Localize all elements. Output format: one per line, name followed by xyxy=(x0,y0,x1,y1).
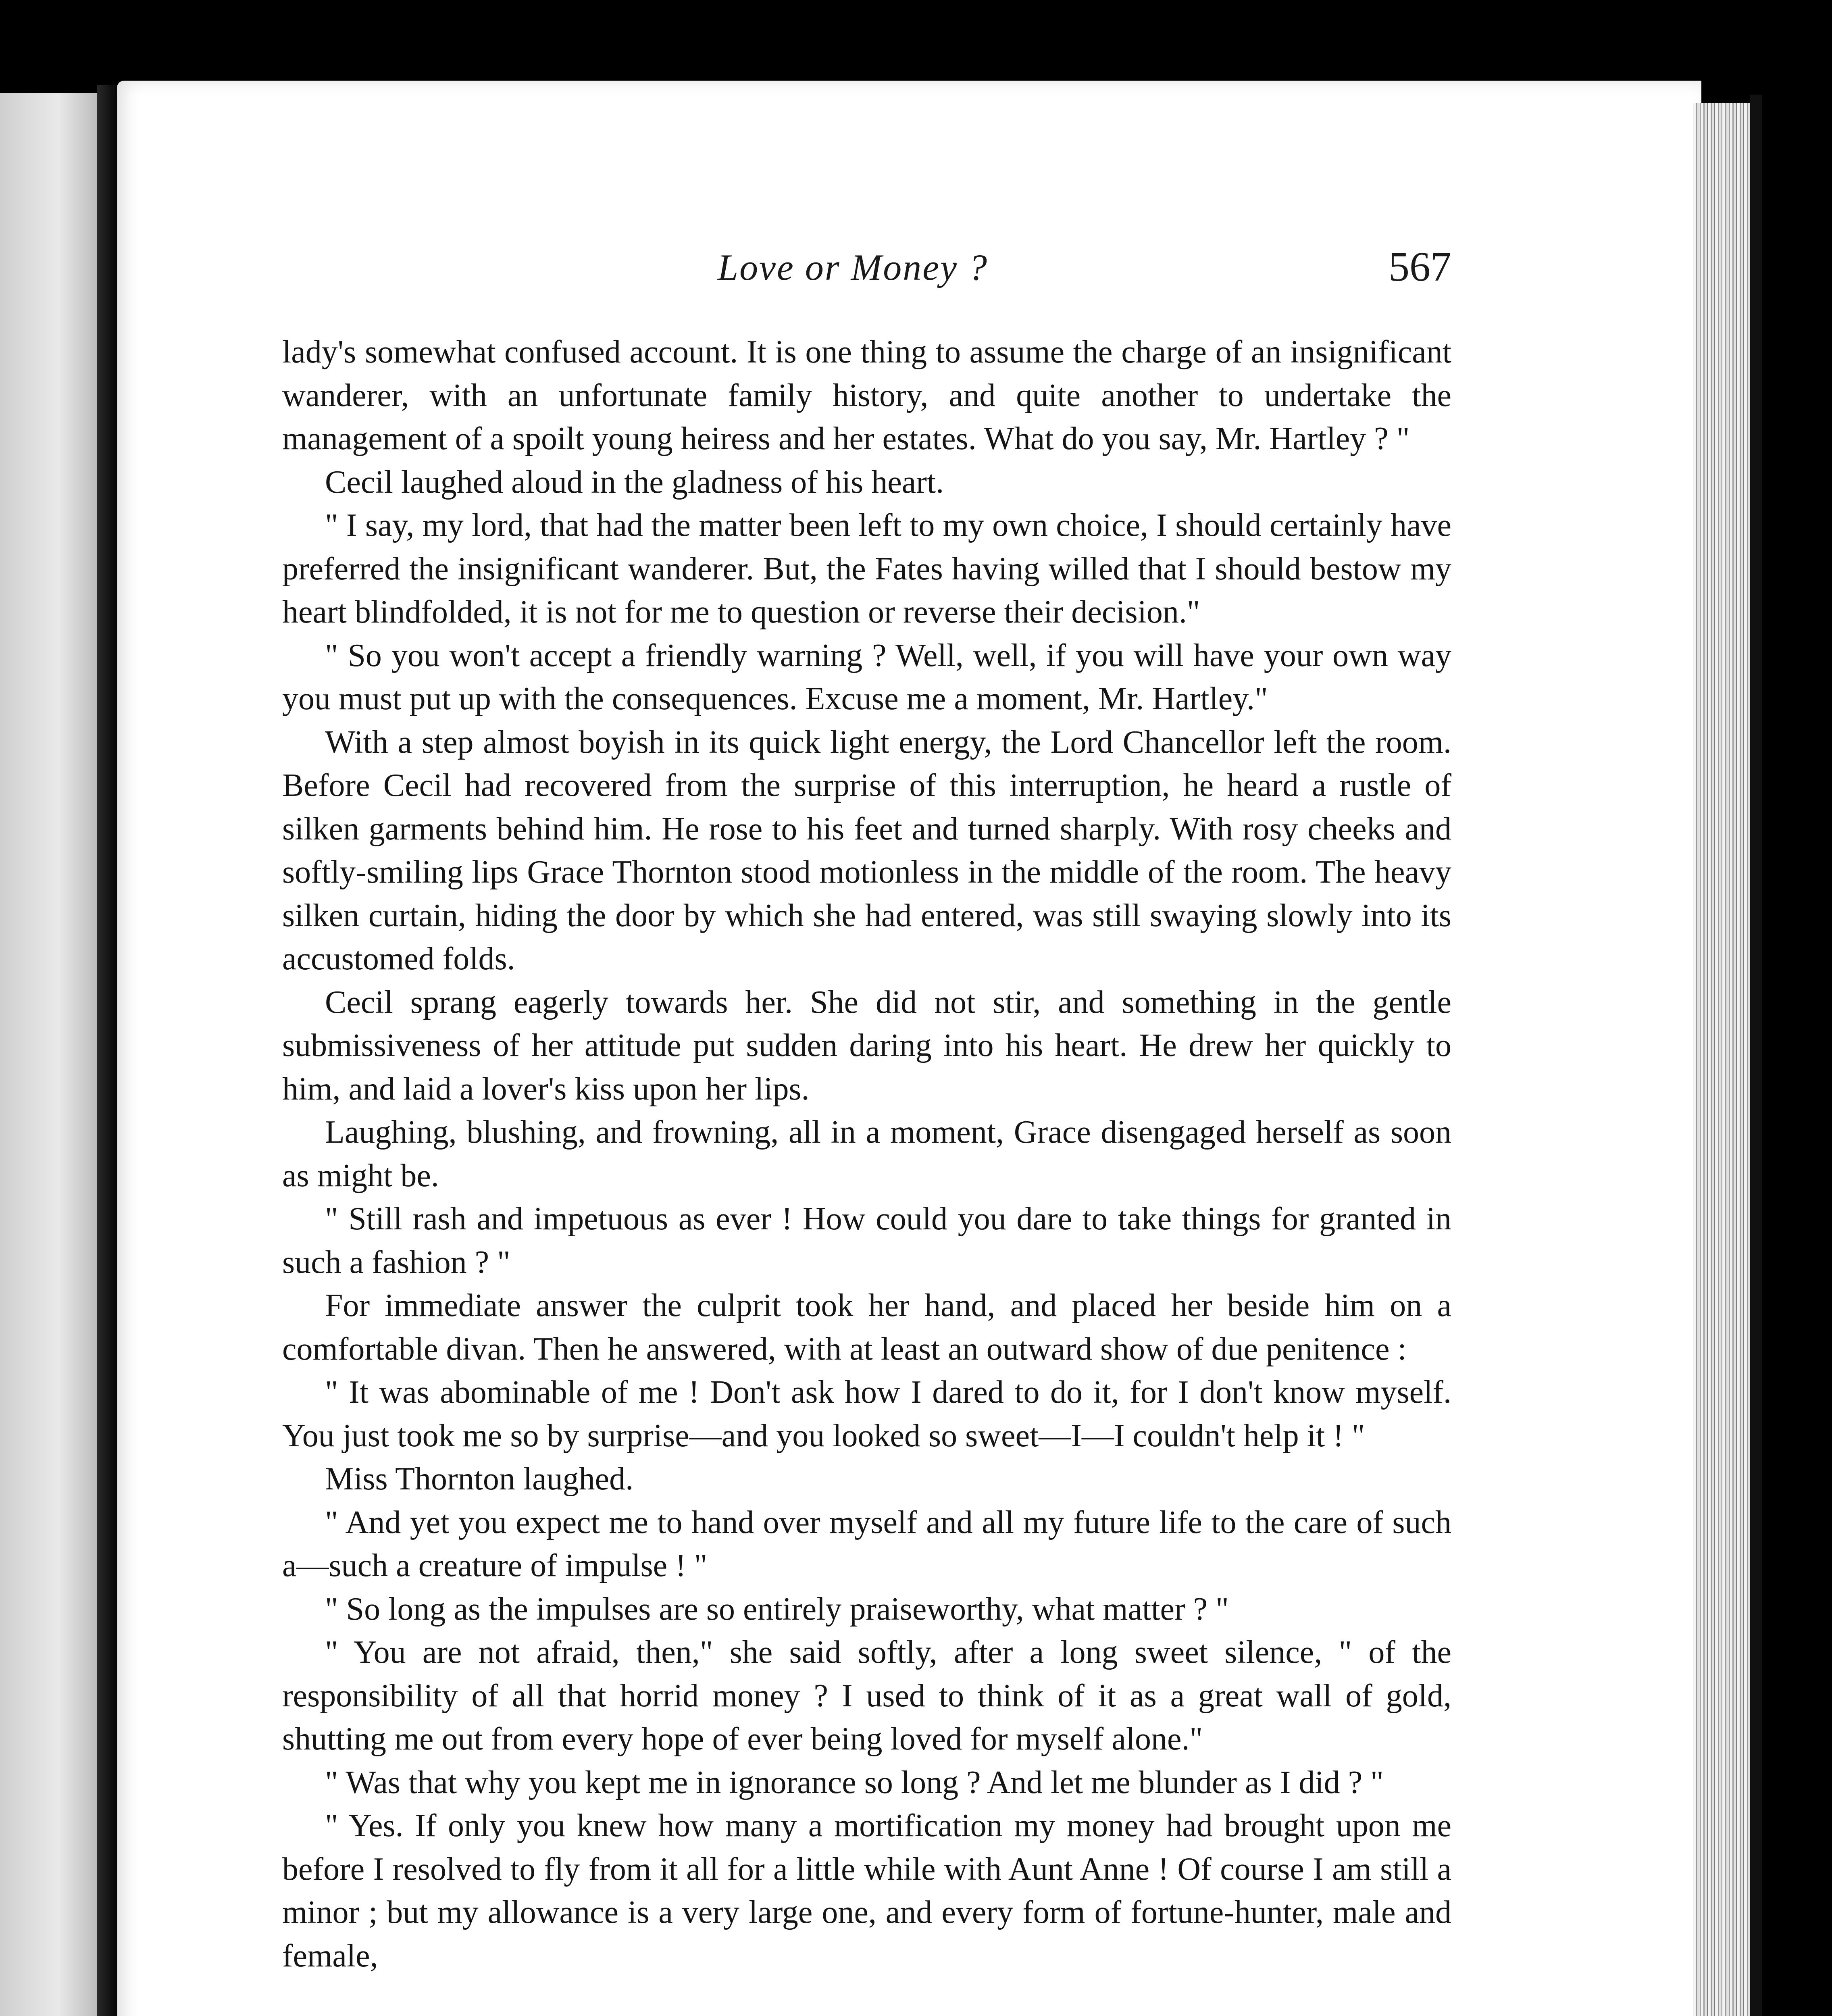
paragraph: Cecil laughed aloud in the gladness of his heart. xyxy=(325,464,944,500)
paragraph: " You are not afraid, then," she said softly, after a long sweet silence, " of the responsibility of all that horrid money ? I used to think of it as a great wall of gold, shutting me out from every hope of ever being loved for myself alone." xyxy=(282,1635,1451,1757)
page-number: 567 xyxy=(1389,244,1451,290)
body-text xyxy=(282,331,1451,1978)
page-header xyxy=(282,246,1451,302)
paragraph: " And yet you expect me to hand over myself and all my future life to the care of such a—such a creature of impulse ! " xyxy=(282,1504,1451,1583)
paragraph: Laughing, blushing, and frowning, all in a moment, Grace disengaged herself as soon as might be. xyxy=(282,1114,1451,1193)
running-title: Love or Money ? xyxy=(718,247,988,288)
paragraph: lady's somewhat confused account. It is one thing to assume the charge of an insignificant wanderer, with an unfortunate family history, and quite another to undertake the management of a spoilt young heiress and her estates. What do you say, Mr. Hartley ? " xyxy=(282,334,1451,456)
page-edges xyxy=(1693,103,1750,2016)
paragraph: Cecil sprang eagerly towards her. She did not stir, and something in the gentle submissiveness of her attitude put sudden daring into his heart. He drew her quickly to him, and laid a lover's kiss upon her lips. xyxy=(282,984,1451,1107)
paragraph: Miss Thornton laughed. xyxy=(325,1461,634,1497)
paragraph: With a step almost boyish in its quick light energy, the Lord Chancellor left the room. Before Cecil had recovered from the surprise of this interruption, he heard a rustle of silken garments behind him. He rose to his feet and turned sharply. With rosy cheeks and softly-smiling lips Grace Thornton stood motionless in the middle of the room. The heavy silken curtain, hiding the door by which she had entered, was still swaying slowly into its accustomed folds. xyxy=(282,724,1451,977)
paragraph: " Yes. If only you knew how many a mortification my money had brought upon me before I resolved to fly from it all for a little while with Aunt Anne ! Of course I am still a minor ; but my allowance is a very large one, and every form of fortune-hunter, male and female, xyxy=(282,1808,1451,1974)
paragraph: " It was abominable of me ! Don't ask how I dared to do it, for I don't know myself. You just took me so by surprise—and you looked so sweet—I—I couldn't help it ! " xyxy=(282,1375,1451,1454)
previous-page-edge xyxy=(0,93,97,2016)
paragraph: " Was that why you kept me in ignorance so long ? And let me blunder as I did ? " xyxy=(325,1764,1384,1800)
paragraph: " So you won't accept a friendly warning ? Well, well, if you will have your own way you must put up with the consequences. Excuse me a moment, Mr. Hartley." xyxy=(282,637,1451,716)
paragraph: " Still rash and impetuous as ever ! How could you dare to take things for granted in such a fashion ? " xyxy=(282,1201,1451,1280)
paragraph: " So long as the impulses are so entirely praiseworthy, what matter ? " xyxy=(325,1591,1229,1627)
paragraph: For immediate answer the culprit took her hand, and placed her beside him on a comfortable divan. Then he answered, with at least an outward show of due penitence : xyxy=(282,1288,1451,1367)
paragraph: " I say, my lord, that had the matter been left to my own choice, I should certainly have preferred the insignificant wanderer. But, the Fates having willed that I should bestow my heart blindfolded, it is not for me to question or reverse their decision." xyxy=(282,508,1451,630)
